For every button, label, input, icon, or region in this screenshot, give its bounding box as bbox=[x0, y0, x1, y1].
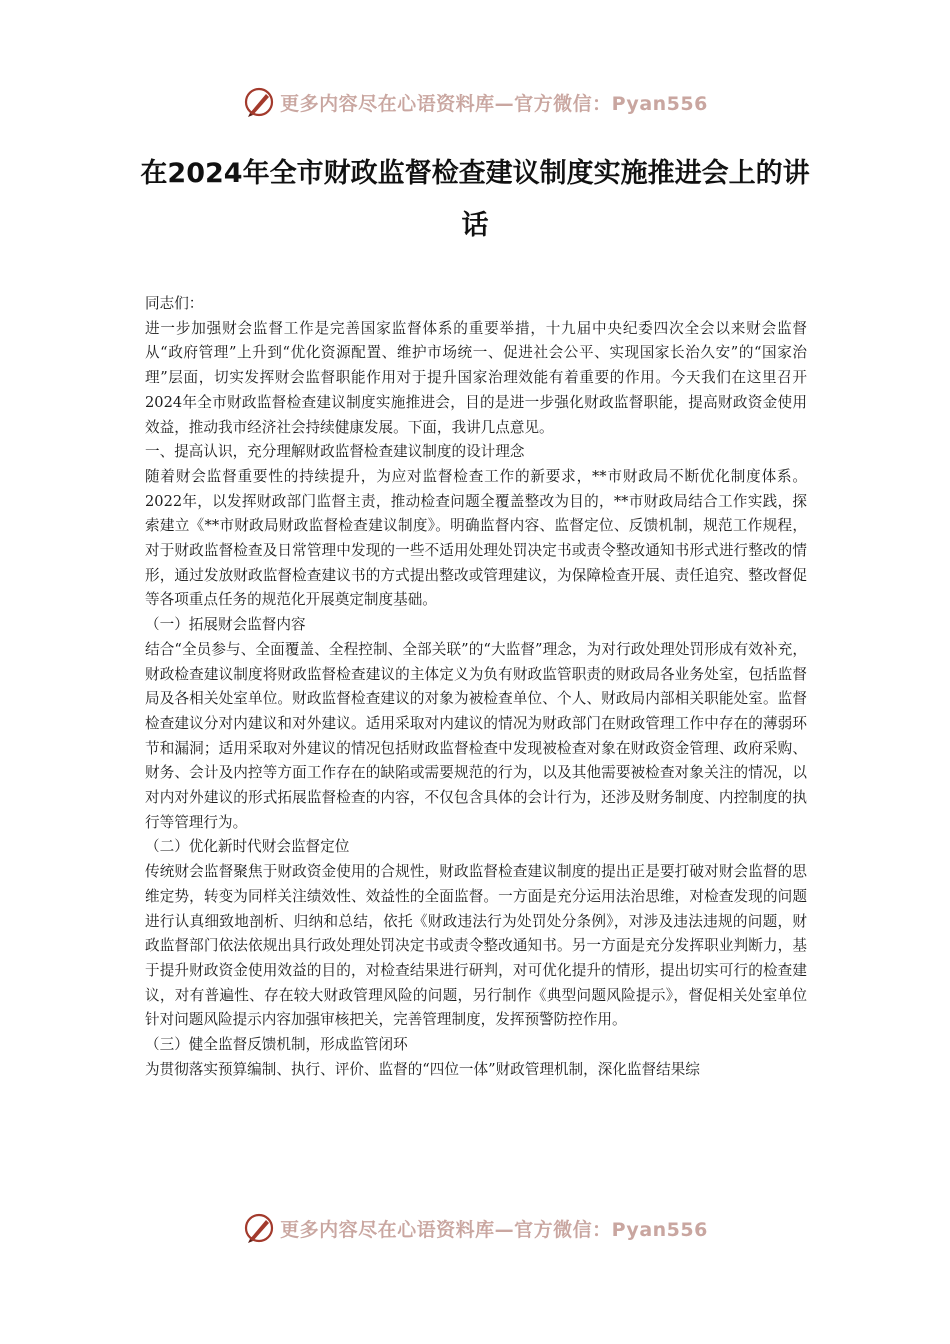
document-title: 在2024年全市财政监督检查建议制度实施推进会上的讲话 bbox=[140, 158, 810, 241]
paragraph: 传统财会监督聚焦于财政资金使用的合规性，财政监督检查建议制度的提出正是要打破对财会监督的思维定势，转变为同样关注绩效性、效益性的全面监督。一方面是充分运用法治思维，对检查发现的问题进行认真细致地剖析、归纳和总结，依托《财政违法行为处罚处分条例》，对涉及违法违规的问题，财政监督部门依法依规出具行政处理处罚决定书或责令整改通知书。另一方面是充分发挥职业判断力，基于提升财政资金使用效益的目的，对检查结果进行研判，对可优化提升的情形，提出切实可行的检查建议，对有普遍性、存在较大财政管理风险的问题，另行制作《典型问题风险提示》，督促相关处室单位针对问题风险提示内容加强审核把关，完善管理制度，发挥预警防控作用。 bbox=[145, 863, 807, 1029]
paragraph: 为贯彻落实预算编制、执行、评价、监督的“四位一体”财政管理机制，深化监督结果综 bbox=[145, 1060, 700, 1078]
section-heading: 一、提高认识，充分理解财政监督检查建议制度的设计理念 bbox=[145, 443, 525, 461]
subsection-heading: （一）拓展财会监督内容 bbox=[145, 616, 306, 634]
subsection-heading: （二）优化新时代财会监督定位 bbox=[145, 838, 350, 856]
banner-text: 更多内容尽在心语资料库—官方微信：Pyan556 bbox=[280, 92, 708, 115]
header-banner bbox=[0, 82, 950, 122]
paragraph: 进一步加强财会监督工作是完善国家监督体系的重要举措，十九届中央纪委四次全会以来财会监督从“政府管理”上升到“优化资源配置、维护市场统一、促进社会公平、实现国家长治久安”的“国家治理”层面，切实发挥财会监督职能作用对于提升国家治理效能有着重要的作用。今天我们在这里召开2024年全市财政监督检查建议制度实施推进会，目的是进一步强化财政监督职能，提高财政资金使用效益，推动我市经济社会持续健康发展。下面，我讲几点意见。 bbox=[145, 319, 807, 436]
document-body bbox=[145, 292, 807, 1083]
paragraph: 同志们： bbox=[145, 295, 204, 312]
subsection-heading: （三）健全监督反馈机制，形成监管闭环 bbox=[145, 1036, 408, 1054]
banner-text: 更多内容尽在心语资料库—官方微信：Pyan556 bbox=[280, 1218, 708, 1241]
paragraph: 随着财会监督重要性的持续提升，为应对监督检查工作的新要求，**市财政局不断优化制度体系。2022年，以发挥财政部门监督主责，推动检查问题全覆盖整改为目的，**市财政局结合工作实践，探索建立《**市财政局财政监督检查建议制度》。明确监督内容、监督定位、反馈机制，规范工作规程，对于财政监督检查及日常管理中发现的一些不适用处理处罚决定书或责令整改通知书形式进行整改的情形，通过发放财政监督检查建议书的方式提出整改或管理建议，为保障检查开展、责任追究、整改督促等各项重点任务的规范化开展奠定制度基础。 bbox=[145, 467, 807, 609]
paragraph: 结合“全员参与、全面覆盖、全程控制、全部关联”的“大监督”理念，为对行政处理处罚形成有效补充，财政检查建议制度将财政监督检查建议的主体定义为负有财政监管职责的财政局各业务处室，包括监督局及各相关处室单位。财政监督检查建议的对象为被检查单位、个人、财政局内部相关职能处室。监督检查建议分对内建议和对外建议。适用采取对内建议的情况为财政部门在财政管理工作中存在的薄弱环节和漏洞；适用采取对外建议的情况包括财政监督检查中发现被检查对象在财政资金管理、政府采购、财务、会计及内控等方面工作存在的缺陷或需要规范的行为，以及其他需要被检查对象关注的情况，以对内对外建议的形式拓展监督检查的内容，不仅包含具体的会计行为，还涉及财务制度、内控制度的执行等管理行为。 bbox=[145, 640, 807, 831]
pen-logo-icon bbox=[242, 85, 276, 119]
pen-logo-icon bbox=[242, 1211, 276, 1245]
footer-banner bbox=[0, 1208, 950, 1248]
